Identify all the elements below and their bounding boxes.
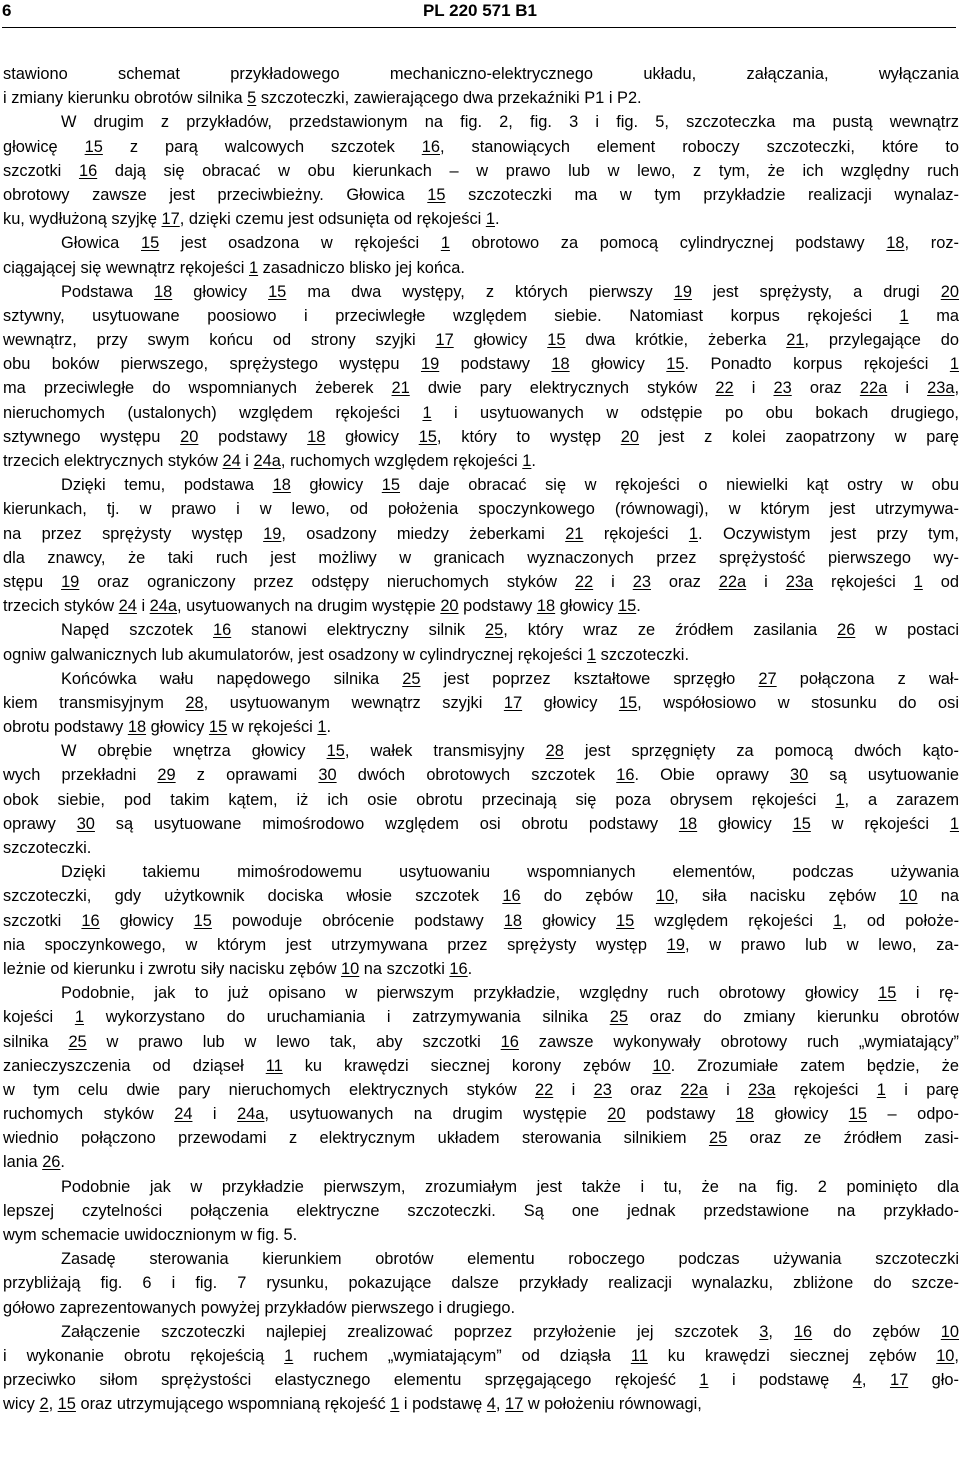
reference-numeral: 21	[391, 379, 410, 398]
paragraph	[3, 280, 959, 474]
reference-numeral: 15	[141, 234, 160, 253]
reference-numeral: 16	[502, 887, 521, 906]
reference-numeral: 1	[317, 718, 327, 737]
reference-numeral: 19	[673, 282, 692, 301]
text-line: W obrębie wnętrza głowicy 15, wałek transmisyjny 28 jest sprzęgnięty za pomocą dwóch kąto-	[61, 742, 959, 761]
reference-numeral: 3	[759, 1322, 769, 1341]
reference-numeral: 17	[505, 1395, 524, 1414]
reference-numeral: 15	[268, 282, 287, 301]
paragraph	[3, 981, 959, 1175]
paragraph	[3, 1175, 959, 1248]
reference-numeral: 24	[174, 1105, 193, 1124]
reference-numeral: 28	[545, 742, 564, 761]
reference-numeral: 11	[630, 1346, 648, 1365]
paragraph	[3, 231, 959, 279]
reference-numeral: 21	[565, 524, 584, 543]
reference-numeral: 26	[837, 621, 856, 640]
reference-numeral: 1	[74, 1008, 84, 1027]
reference-numeral: 25	[402, 669, 421, 688]
text-line: sztywnego występu 20 podstawy 18 głowicy 15, który to występ 20 jest z kolei zaopatrzony w parę	[3, 427, 959, 446]
reference-numeral: 15	[848, 1105, 867, 1124]
reference-numeral: 24a	[253, 452, 281, 470]
reference-numeral: 25	[68, 1032, 87, 1051]
reference-numeral: 1	[586, 645, 597, 664]
reference-numeral: 1	[440, 234, 450, 253]
document-body	[3, 62, 959, 1417]
reference-numeral: 20	[440, 597, 459, 616]
reference-numeral: 10	[899, 887, 918, 906]
reference-numeral: 23	[632, 572, 651, 591]
reference-numeral: 27	[758, 669, 777, 688]
text-line: wicy 2, 15 oraz utrzymującego wspomnianą rękojeść 1 i podstawę 4, 17 w położeniu równowagi,	[3, 1395, 702, 1414]
text-line: lania 26.	[3, 1153, 65, 1172]
reference-numeral: 30	[789, 766, 809, 785]
text-line: szczotki 16 głowicy 15 powoduje obrócenie podstawy 18 głowicy 15 względem rękojeści 1, od położe-	[3, 911, 959, 930]
text-line: i zmiany kierunku obrotów silnika 5 szczoteczki, zawierającego dwa przekaźniki P1 i P2.	[3, 89, 642, 108]
reference-numeral: 20	[620, 427, 640, 446]
reference-numeral: 4	[852, 1371, 862, 1390]
reference-numeral: 25	[708, 1129, 728, 1148]
text-line: na przez sprężysty występ 19, osadzony miedzy żeberkami 21 rękojeści 1. Oczywistym jest przy tym,	[3, 524, 959, 543]
reference-numeral: 17	[161, 210, 180, 229]
reference-numeral: 18	[127, 718, 147, 737]
text-line: obrotu podstawy 18 głowicy 15 w rękojeści 1.	[3, 718, 332, 737]
text-line: stawiono schemat przykładowego mechaniczno-elektrycznego układu, załączania, wyłączania	[3, 65, 959, 83]
reference-numeral: 2	[39, 1395, 49, 1414]
reference-numeral: 30	[76, 814, 95, 833]
reference-numeral: 15	[381, 476, 401, 495]
paragraph	[3, 1320, 959, 1417]
reference-numeral: 30	[318, 766, 337, 785]
reference-numeral: 20	[607, 1105, 626, 1124]
reference-numeral: 16	[616, 766, 635, 785]
reference-numeral: 18	[503, 911, 523, 930]
text-line: nieruchomych (ustalonych) względem rękojeści 1 i usytuowanych w odstępie po obu bokach drugiego,	[3, 403, 959, 422]
reference-numeral: 1	[913, 572, 923, 591]
text-line: ciągającej się wewnątrz rękojeści 1 zasadniczo blisko jej końca.	[3, 258, 465, 277]
reference-numeral: 17	[435, 331, 454, 350]
reference-numeral: 19	[420, 355, 440, 374]
text-line: zanieczyszczenia od dziąseł 11 ku krawędzi siecznej korony zębów 10. Zrozumiałe zatem będzie, że	[3, 1056, 959, 1075]
reference-numeral: 15	[616, 911, 635, 930]
reference-numeral: 1	[248, 258, 259, 277]
text-line: ku, wydłużoną szyjkę 17, dzięki czemu jest odsunięta od rękojeści 1.	[3, 210, 500, 229]
reference-numeral: 18	[272, 476, 291, 495]
text-line: trzecich elektrycznych styków 24 i 24a, ruchomych względem rękojeści 1.	[3, 452, 536, 470]
reference-numeral: 24	[118, 597, 137, 616]
text-line: oprawy 30 są usytuowane mimośrodowo względem osi obrotu podstawy 18 głowicy 15 w rękojeści 1	[3, 814, 959, 833]
reference-numeral: 4	[486, 1395, 496, 1414]
reference-numeral: 24	[222, 452, 241, 470]
reference-numeral: 24a	[237, 1105, 265, 1124]
paragraph	[3, 110, 959, 231]
text-line: Końcówka wału napędowego silnika 25 jest poprzez kształtowe sprzęgło 27 połączona z wał-	[61, 669, 959, 688]
text-line: Zasadę sterowania kierunkiem obrotów elementu roboczego podczas używania szczoteczki	[61, 1250, 959, 1269]
reference-numeral: 1	[833, 911, 843, 930]
text-line: dla znawcy, że taki ruch jest możliwy w granicach wyznaczonych przez sprężystość pierwszego wy-	[3, 548, 959, 567]
reference-numeral: 15	[618, 693, 638, 712]
text-line: wych przekładni 29 z oprawami 30 dwóch obrotowych szczotek 16. Obie oprawy 30 są usytuowanie	[3, 766, 959, 785]
paragraph	[3, 860, 959, 981]
reference-numeral: 24a	[149, 597, 178, 616]
reference-numeral: 16	[793, 1322, 813, 1341]
text-line: lepszej czytelności połączenia elektryczne szczoteczki. Są one jednak przedstawione na przykłado-	[3, 1201, 959, 1220]
reference-numeral: 10	[341, 959, 360, 978]
text-line: szczotki 16 dają się obracać w obu kierunkach – w prawo lub w lewo, z tym, że ich względny ruch	[3, 161, 959, 180]
reference-numeral: 18	[536, 597, 556, 616]
text-line: ogniw galwanicznych lub akumulatorów, jest osadzony w cylindrycznej rękojeści 1 szczoteczki.	[3, 645, 689, 664]
paragraph	[3, 62, 959, 110]
reference-numeral: 1	[949, 355, 959, 374]
text-line: kierunkach, tj. w prawo i w lewo, od położenia spoczynkowego (równowagi), w którym jest utrzymywa-	[3, 500, 959, 519]
reference-numeral: 23a	[785, 572, 814, 591]
reference-numeral: 22a	[680, 1080, 708, 1099]
reference-numeral: 16	[421, 137, 441, 156]
reference-numeral: 15	[547, 331, 566, 350]
reference-numeral: 18	[735, 1105, 755, 1124]
reference-numeral: 23a	[748, 1080, 776, 1099]
reference-numeral: 18	[678, 814, 698, 833]
reference-numeral: 23a	[927, 379, 955, 398]
reference-numeral: 10	[655, 887, 675, 906]
text-line: Dzięki temu, podstawa 18 głowicy 15 daje obracać się w rękojeści o niewielki kąt ostry w obu	[61, 476, 959, 495]
reference-numeral: 28	[185, 693, 204, 712]
reference-numeral: 19	[666, 935, 685, 954]
reference-numeral: 1	[949, 814, 959, 833]
reference-numeral: 15	[57, 1395, 76, 1414]
reference-numeral: 10	[936, 1346, 955, 1365]
text-line: silnika 25 w prawo lub w lewo tak, aby szczotki 16 zawsze wykonywały obrotowy ruch „wymiatający”	[3, 1032, 959, 1051]
text-line: nia spoczynkowego, w którym jest utrzymywana przez sprężysty występ 19, w prawo lub w lewo, za-	[3, 935, 959, 954]
reference-numeral: 21	[786, 331, 805, 350]
reference-numeral: 17	[889, 1371, 909, 1390]
reference-numeral: 11	[265, 1056, 283, 1075]
header-rule	[2, 27, 956, 28]
text-line: obok siebie, pod takim kątem, iż ich osie obrotu przecinają się poza obrysem rękojeści 1, a zarazem	[3, 790, 959, 809]
text-line: i wykonanie obrotu rękojeścią 1 ruchem „wymiatającym” od dziąsła 11 ku krawędzi siecznej zębów 10,	[3, 1346, 959, 1365]
reference-numeral: 15	[878, 984, 897, 1003]
text-line: wewnątrz, przy swym końcu od strony szyjki 17 głowicy 15 dwa krótkie, żeberka 21, przylegające do	[3, 331, 959, 350]
text-line: Głowica 15 jest osadzona w rękojeści 1 obrotowo za pomocą cylindrycznej podstawy 18, roz-	[61, 234, 959, 253]
reference-numeral: 1	[390, 1395, 400, 1414]
reference-numeral: 1	[699, 1371, 709, 1390]
reference-numeral: 25	[485, 621, 504, 640]
reference-numeral: 22	[535, 1080, 554, 1099]
text-line: gółowo zaprezentowanych powyżej przykładów pierwszego i drugiego.	[3, 1298, 516, 1317]
text-line: obu boków pierwszego, sprężystego występu 19 podstawy 18 głowicy 15. Ponadto korpus rękojeści 1	[3, 355, 959, 374]
text-line: przeciwko siłom sprężystości elastycznego elementu sprzęgającego rękojeść 1 i podstawę 4, 17 gło-	[3, 1371, 959, 1390]
reference-numeral: 1	[422, 403, 432, 422]
paragraph	[3, 618, 959, 666]
reference-numeral: 1	[522, 452, 532, 470]
reference-numeral: 15	[326, 742, 345, 761]
text-line: wiednio połączono przewodami z elektrycznym układem sterowania silnikiem 25 oraz ze źródłem zasi-	[3, 1129, 959, 1148]
text-line: ruchomych styków 24 i 24a, usytuowanych na drugim występie 20 podstawy 18 głowicy 15 – odpo-	[3, 1105, 959, 1124]
reference-numeral: 15	[666, 355, 685, 374]
reference-numeral: 18	[307, 427, 326, 446]
reference-numeral: 17	[503, 693, 523, 712]
reference-numeral: 1	[284, 1346, 294, 1365]
text-line: trzecich styków 24 i 24a, usytuowanych na drugim występie 20 podstawy 18 głowicy 15.	[3, 597, 641, 616]
reference-numeral: 26	[42, 1153, 61, 1172]
reference-numeral: 16	[78, 161, 98, 180]
reference-numeral: 18	[886, 234, 905, 253]
reference-numeral: 29	[157, 766, 176, 785]
text-line: stępu 19 oraz ograniczony przez odstępy nieruchomych styków 22 i 23 oraz 22a i 23a rękojeści 1 od	[3, 572, 959, 591]
reference-numeral: 1	[899, 306, 909, 325]
reference-numeral: 22a	[859, 379, 888, 398]
text-line: W drugim z przykładów, przedstawionym na fig. 2, fig. 3 i fig. 5, szczoteczka ma pustą wewnątrz	[61, 113, 959, 132]
reference-numeral: 16	[449, 959, 468, 978]
text-line: kojeści 1 wykorzystano do uruchamiania i zatrzymywania silnika 25 oraz do zmiany kierunku obrotów	[3, 1008, 959, 1027]
reference-numeral: 10	[652, 1056, 671, 1075]
reference-numeral: 22	[715, 379, 734, 398]
reference-numeral: 18	[551, 355, 570, 374]
paragraph	[3, 1247, 959, 1320]
reference-numeral: 1	[688, 524, 699, 543]
reference-numeral: 5	[247, 89, 257, 108]
text-line: obrotowy zawsze jest przeciwbieżny. Głowica 15 szczoteczki ma w tym przykładzie realizacji wynalaz-	[3, 185, 959, 204]
reference-numeral: 20	[940, 282, 959, 301]
reference-numeral: 23	[773, 379, 792, 398]
text-line: szczoteczki, gdy użytkownik dociska włosie szczotek 16 do zębów 10, siła nacisku zębów 10 na	[3, 887, 959, 906]
reference-numeral: 20	[180, 427, 199, 446]
reference-numeral: 23	[593, 1080, 612, 1099]
reference-numeral: 15	[193, 911, 212, 930]
reference-numeral: 22a	[718, 572, 747, 591]
reference-numeral: 25	[609, 1008, 628, 1027]
text-line: sztywny, usytuowane poosiowo i przeciwległe względem siebie. Natomiast korpus rękojeści 1 ma	[3, 306, 959, 325]
reference-numeral: 18	[154, 282, 173, 301]
text-line: przybliżają fig. 6 i fig. 7 rysunku, pokazujące dalsze przykłady realizacji wynalazku, zbliżone do szcze-	[3, 1274, 959, 1293]
text-line: szczoteczki.	[3, 839, 92, 857]
page-header	[0, 0, 960, 22]
document-id: PL 220 571 B1	[422, 1, 538, 20]
reference-numeral: 15	[208, 718, 228, 737]
text-line: Podobnie, jak to już opisano w pierwszym przykładzie, względny ruch obrotowy głowicy 15 i rę-	[61, 984, 959, 1003]
page-number: 6	[2, 1, 12, 20]
paragraph	[3, 667, 959, 740]
text-line: Załączenie szczoteczki najlepiej zrealizować poprzez przyłożenie jej szczotek 3, 16 do zębów 10	[61, 1322, 959, 1341]
text-line: wym schemacie uwidocznionym w fig. 5.	[3, 1226, 298, 1244]
text-line: leżnie od kierunku i zwrotu siły nacisku zębów 10 na szczotki 16.	[3, 959, 473, 978]
paragraph	[3, 739, 959, 860]
reference-numeral: 1	[485, 210, 495, 229]
reference-numeral: 15	[427, 185, 446, 204]
reference-numeral: 16	[212, 621, 232, 640]
reference-numeral: 22	[574, 572, 594, 591]
text-line: Napęd szczotek 16 stanowi elektryczny silnik 25, który wraz ze źródłem zasilania 26 w postaci	[61, 621, 959, 640]
reference-numeral: 1	[835, 790, 845, 809]
text-line: Dzięki takiemu mimośrodowemu usytuowaniu wspomnianych elementów, podczas używania	[61, 863, 959, 882]
reference-numeral: 1	[876, 1080, 886, 1099]
text-line: w tym celu dwie pary nieruchomych elektrycznych styków 22 i 23 oraz 22a i 23a rękojeści 1 i parę	[3, 1080, 959, 1099]
reference-numeral: 19	[61, 572, 80, 591]
reference-numeral: 19	[263, 524, 282, 543]
reference-numeral: 10	[940, 1322, 959, 1341]
reference-numeral: 15	[618, 597, 637, 616]
text-line: ma przeciwległe do wspomnianych żeberek 21 dwie pary elektrycznych styków 22 i 23 oraz 22a i 23a,	[3, 379, 959, 398]
text-line: głowicę 15 z parą walcowych szczotek 16, stanowiących element roboczy szczoteczki, które to	[3, 137, 959, 156]
reference-numeral: 15	[84, 137, 103, 156]
reference-numeral: 16	[500, 1032, 519, 1051]
reference-numeral: 16	[81, 911, 100, 930]
reference-numeral: 15	[792, 814, 811, 833]
paragraph	[3, 473, 959, 618]
text-line: Podobnie jak w przykładzie pierwszym, zrozumiałym jest także i tu, że na fig. 2 pominięto dla	[61, 1177, 959, 1196]
text-line: Podstawa 18 głowicy 15 ma dwa występy, z których pierwszy 19 jest sprężysty, a drugi 20	[61, 282, 959, 301]
text-line: kiem transmisyjnym 28, usytuowanym wewnątrz szyjki 17 głowicy 15, współosiowo w stosunku do osi	[3, 693, 959, 712]
reference-numeral: 15	[418, 427, 437, 446]
